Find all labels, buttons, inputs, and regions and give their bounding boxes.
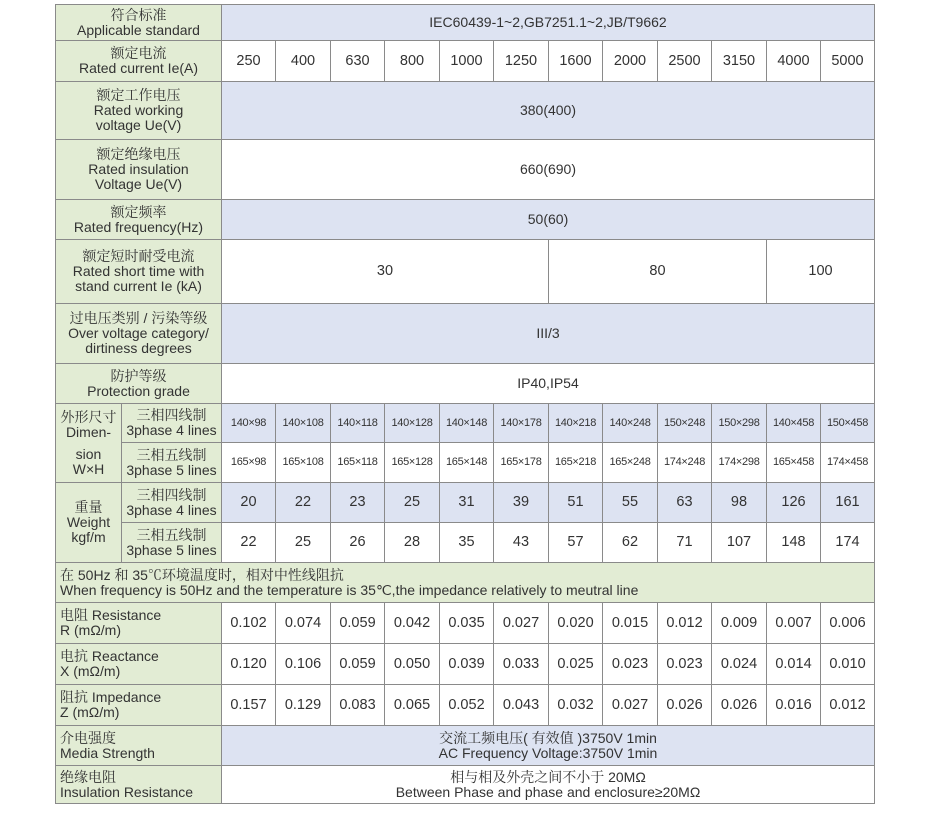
row-dimension-4line (56, 404, 875, 443)
resistance-cell: 0.027 (494, 603, 549, 644)
weight-sub-4line-cn: 三相四线制 (136, 486, 207, 503)
impedance-note (56, 563, 875, 603)
rated-current-cell: 1250 (494, 41, 549, 82)
busway-spec-table (55, 4, 875, 804)
weight-cell: 22 (276, 483, 331, 523)
dimension-cell: 140×248 (603, 404, 658, 443)
row-media-strength (56, 726, 875, 766)
dimension-cell: 140×178 (494, 404, 549, 443)
media-strength-value-en: AC Frequency Voltage:3750V 1min (438, 744, 658, 761)
frequency-label-en: Rated frequency(Hz) (73, 218, 204, 235)
resistance-cell: 0.009 (712, 603, 767, 644)
row-weight-5line (56, 523, 875, 563)
dimension-cell: 150×298 (712, 404, 767, 443)
weight-sub-4line-en: 3phase 4 lines (126, 501, 217, 518)
insulation-resistance-label (56, 766, 222, 804)
dimension-label-l2: Dimen- (65, 423, 112, 440)
rated-current-cell: 250 (222, 41, 276, 82)
reactance-cell: 0.033 (494, 644, 549, 685)
dimension-cell: 165×248 (603, 443, 658, 483)
impedance-cell: 0.016 (767, 685, 821, 726)
rated-current-label-en: Rated current Ie(A) (78, 60, 199, 76)
dimension-label (56, 404, 122, 483)
impedance-note-cn: 在 50Hz 和 35℃环境温度时，相对中性线阻抗 (60, 566, 344, 583)
dimension-sub-5line-cn: 三相五线制 (136, 446, 207, 463)
dimension-cell: 140×148 (440, 404, 494, 443)
dimension-cell: 165×458 (767, 443, 821, 483)
weight-cell: 107 (712, 523, 767, 563)
impedance-label-l2: Z (mΩ/m) (60, 704, 120, 720)
weight-label-l2: Weight (66, 514, 111, 530)
row-protection (56, 364, 875, 404)
overvoltage-label-en2: dirtiness degrees (85, 340, 192, 356)
insulation-resistance-value-en: Between Phase and phase and enclosure≥20MΩ (395, 783, 701, 800)
media-strength-label-en: Media Strength (60, 744, 155, 761)
weight-sub-5line-cn: 三相五线制 (136, 526, 207, 543)
row-short-time-current (56, 240, 875, 304)
frequency-label-cn: 额定频率 (110, 203, 167, 220)
dimension-sub-5line (122, 443, 222, 483)
rated-current-label (56, 41, 222, 82)
dimension-cell: 174×458 (821, 443, 875, 483)
rated-current-cell: 800 (385, 41, 440, 82)
impedance-cell: 0.027 (603, 685, 658, 726)
reactance-cell: 0.120 (222, 644, 276, 685)
weight-cell: 174 (821, 523, 875, 563)
working-voltage-value: 380(400) (222, 82, 875, 140)
impedance-label (56, 685, 222, 726)
impedance-cell: 0.157 (222, 685, 276, 726)
protection-label (56, 364, 222, 404)
insulation-voltage-value: 660(690) (222, 140, 875, 200)
overvoltage-label-en1: Over voltage category/ (68, 325, 209, 341)
frequency-value: 50(60) (222, 200, 875, 240)
insulation-voltage-label-en1: Rated insulation (88, 161, 189, 177)
weight-sub-4line (122, 483, 222, 523)
protection-value: IP40,IP54 (222, 364, 875, 404)
overvoltage-label-cn: 过电压类别 / 污染等级 (69, 310, 208, 326)
media-strength-label (56, 726, 222, 766)
dimension-cell: 165×118 (331, 443, 385, 483)
row-overvoltage (56, 304, 875, 364)
impedance-cell: 0.043 (494, 685, 549, 726)
impedance-cell: 0.083 (331, 685, 385, 726)
weight-cell: 51 (549, 483, 603, 523)
insulation-voltage-label (56, 140, 222, 200)
impedance-cell: 0.012 (821, 685, 875, 726)
standard-label (56, 5, 222, 41)
rated-current-cell: 400 (276, 41, 331, 82)
working-voltage-label-cn: 额定工作电压 (96, 87, 181, 103)
weight-cell: 20 (222, 483, 276, 523)
insulation-resistance-label-cn: 绝缘电阻 (60, 768, 116, 785)
row-rated-current (56, 41, 875, 82)
row-weight-4line (56, 483, 875, 523)
weight-cell: 25 (276, 523, 331, 563)
rated-current-cell: 3150 (712, 41, 767, 82)
resistance-cell: 0.042 (385, 603, 440, 644)
insulation-resistance-value-cn: 相与相及外壳之间不小于 20MΩ (450, 768, 646, 785)
protection-label-cn: 防护等级 (110, 367, 167, 384)
dimension-sub-4line-cn: 三相四线制 (136, 407, 207, 423)
weight-cell: 26 (331, 523, 385, 563)
weight-cell: 23 (331, 483, 385, 523)
weight-cell: 63 (658, 483, 712, 523)
dimension-cell: 165×128 (385, 443, 440, 483)
resistance-cell: 0.059 (331, 603, 385, 644)
working-voltage-label (56, 82, 222, 140)
reactance-cell: 0.025 (549, 644, 603, 685)
dimension-cell: 165×218 (549, 443, 603, 483)
weight-cell: 43 (494, 523, 549, 563)
dimension-cell: 150×458 (821, 404, 875, 443)
standard-value: IEC60439-1~2,GB7251.1~2,JB/T9662 (222, 5, 875, 41)
reactance-cell: 0.023 (603, 644, 658, 685)
impedance-cell: 0.026 (712, 685, 767, 726)
resistance-cell: 0.007 (767, 603, 821, 644)
resistance-cell: 0.102 (222, 603, 276, 644)
impedance-cell: 0.129 (276, 685, 331, 726)
reactance-cell: 0.024 (712, 644, 767, 685)
overvoltage-label (56, 304, 222, 364)
rated-current-cell: 630 (331, 41, 385, 82)
rated-current-cell: 2000 (603, 41, 658, 82)
reactance-cell: 0.106 (276, 644, 331, 685)
resistance-cell: 0.015 (603, 603, 658, 644)
rated-current-cell: 5000 (821, 41, 875, 82)
resistance-cell: 0.012 (658, 603, 712, 644)
protection-label-en: Protection grade (87, 382, 190, 399)
row-impedance (56, 685, 875, 726)
dimension-cell: 140×118 (331, 404, 385, 443)
weight-sub-5line (122, 523, 222, 563)
weight-cell: 39 (494, 483, 549, 523)
dimension-cell: 165×98 (222, 443, 276, 483)
short-time-current-value: 80 (549, 240, 767, 304)
short-time-current-value: 100 (767, 240, 875, 304)
short-time-current-label (56, 240, 222, 304)
row-frequency (56, 200, 875, 240)
dimension-sub-4line (122, 404, 222, 443)
dimension-label-l4: W×H (72, 460, 105, 477)
weight-label-l1: 重量 (74, 499, 103, 515)
weight-cell: 98 (712, 483, 767, 523)
media-strength-label-cn: 介电强度 (60, 729, 116, 746)
resistance-label (56, 603, 222, 644)
standard-label-cn: 符合标准 (110, 6, 167, 23)
resistance-cell: 0.020 (549, 603, 603, 644)
row-standard (56, 5, 875, 41)
dimension-cell: 174×298 (712, 443, 767, 483)
insulation-resistance-value (222, 766, 875, 804)
resistance-cell: 0.074 (276, 603, 331, 644)
insulation-voltage-label-cn: 额定绝缘电压 (96, 146, 181, 162)
short-time-current-label-en2: stand current Ie (kA) (75, 278, 202, 294)
weight-cell: 126 (767, 483, 821, 523)
resistance-cell: 0.035 (440, 603, 494, 644)
dimension-cell: 165×108 (276, 443, 331, 483)
weight-sub-5line-en: 3phase 5 lines (126, 541, 217, 558)
impedance-label-l1: 阻抗 Impedance (60, 689, 162, 705)
resistance-label-l2: R (mΩ/m) (60, 622, 122, 638)
row-insulation-resistance (56, 766, 875, 804)
reactance-cell: 0.059 (331, 644, 385, 685)
dimension-cell: 174×248 (658, 443, 712, 483)
working-voltage-label-en2: voltage Ue(V) (95, 117, 182, 133)
weight-cell: 25 (385, 483, 440, 523)
impedance-cell: 0.052 (440, 685, 494, 726)
dimension-cell: 140×128 (385, 404, 440, 443)
weight-cell: 148 (767, 523, 821, 563)
row-resistance (56, 603, 875, 644)
reactance-cell: 0.010 (821, 644, 875, 685)
row-reactance (56, 644, 875, 685)
working-voltage-label-en1: Rated working (93, 102, 184, 118)
row-dimension-5line (56, 443, 875, 483)
row-working-voltage (56, 82, 875, 140)
overvoltage-value: III/3 (222, 304, 875, 364)
impedance-cell: 0.026 (658, 685, 712, 726)
dimension-label-l3: sion (75, 445, 102, 462)
dimension-cell: 150×248 (658, 404, 712, 443)
reactance-cell: 0.023 (658, 644, 712, 685)
short-time-current-value: 30 (222, 240, 549, 304)
rated-current-cell: 4000 (767, 41, 821, 82)
rated-current-label-cn: 额定电流 (110, 45, 167, 61)
dimension-sub-5line-en: 3phase 5 lines (126, 461, 217, 478)
weight-cell: 57 (549, 523, 603, 563)
row-impedance-note (56, 563, 875, 603)
resistance-label-l1: 电阻 Resistance (60, 607, 162, 623)
weight-cell: 31 (440, 483, 494, 523)
reactance-label-l1: 电抗 Reactance (60, 648, 159, 664)
weight-cell: 71 (658, 523, 712, 563)
weight-cell: 22 (222, 523, 276, 563)
impedance-cell: 0.065 (385, 685, 440, 726)
weight-cell: 62 (603, 523, 658, 563)
dimension-cell: 140×458 (767, 404, 821, 443)
standard-label-en: Applicable standard (77, 21, 200, 38)
media-strength-value-cn: 交流工频电压( 有效值 )3750V 1min (439, 729, 657, 746)
rated-current-cell: 1600 (549, 41, 603, 82)
dimension-label-l1: 外形尺寸 (60, 408, 117, 425)
insulation-resistance-label-en: Insulation Resistance (60, 783, 194, 800)
frequency-label (56, 200, 222, 240)
row-insulation-voltage (56, 140, 875, 200)
short-time-current-label-en1: Rated short time with (72, 263, 205, 279)
weight-label-l3: kgf/m (71, 529, 106, 545)
reactance-cell: 0.014 (767, 644, 821, 685)
insulation-voltage-label-en2: Voltage Ue(V) (94, 176, 183, 192)
reactance-cell: 0.039 (440, 644, 494, 685)
rated-current-cell: 2500 (658, 41, 712, 82)
short-time-current-label-cn: 额定短时耐受电流 (82, 248, 195, 264)
reactance-cell: 0.050 (385, 644, 440, 685)
weight-cell: 28 (385, 523, 440, 563)
weight-label (56, 483, 122, 563)
dimension-cell: 165×178 (494, 443, 549, 483)
weight-cell: 55 (603, 483, 658, 523)
rated-current-cell: 1000 (440, 41, 494, 82)
impedance-note-en: When frequency is 50Hz and the temperature is 35℃,the impedance relatively to meutral line (60, 581, 639, 598)
weight-cell: 161 (821, 483, 875, 523)
reactance-label-l2: X (mΩ/m) (60, 663, 121, 679)
dimension-cell: 140×98 (222, 404, 276, 443)
weight-cell: 35 (440, 523, 494, 563)
dimension-cell: 140×108 (276, 404, 331, 443)
media-strength-value (222, 726, 875, 766)
resistance-cell: 0.006 (821, 603, 875, 644)
reactance-label (56, 644, 222, 685)
dimension-cell: 140×218 (549, 404, 603, 443)
dimension-cell: 165×148 (440, 443, 494, 483)
dimension-sub-4line-en: 3phase 4 lines (126, 422, 217, 438)
impedance-cell: 0.032 (549, 685, 603, 726)
